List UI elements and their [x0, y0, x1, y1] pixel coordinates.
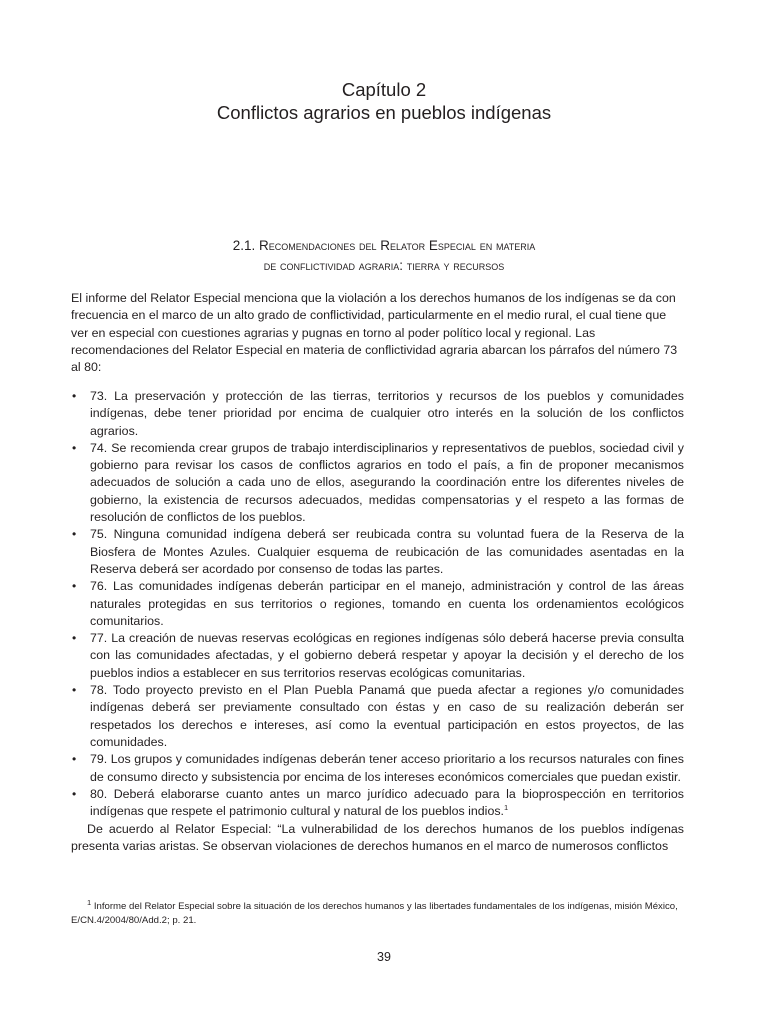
recommendation-text: 73. La preservación y protección de las tierras, territorios y recursos de los pueblos y comunidades indígenas, debe tener prioridad por encima de cualquier otro interés en la solución de los conflictos agrarios.	[90, 389, 684, 438]
list-item	[71, 630, 684, 682]
bullet-icon: •	[72, 579, 77, 594]
bullet-icon: •	[72, 527, 77, 542]
chapter-title: Capítulo 2	[341, 79, 427, 100]
list-item	[71, 786, 684, 821]
bullet-icon: •	[72, 752, 77, 767]
recommendation-text: 78. Todo proyecto previsto en el Plan Puebla Panamá que pueda afectar a regiones y/o comunidades indígenas deberá ser previamente consultado con éstas y en caso de su realización deberán ser respetados los derechos e intereses, así como la eventual participación en estos proyectos, de las comunidades.	[90, 683, 684, 749]
page-number: 39	[377, 950, 391, 964]
recommendation-text: 77. La creación de nuevas reservas ecológicas en regiones indígenas sólo deberá hacerse previa consulta con las comunidades afectadas, y el gobierno deberá respetar y apoyar la decisión y el derecho de los pueblos indios a establecer en sus territorios reservas ecológicas comunitarias.	[90, 631, 684, 680]
bullet-icon: •	[72, 683, 77, 698]
bullet-icon: •	[72, 440, 77, 455]
footnote	[71, 897, 684, 928]
recommendation-text: 80. Deberá elaborarse cuanto antes un marco jurídico adecuado para la bioprospección en territorios indígenas que respete el patrimonio cultural y natural de los pueblos indios.	[90, 786, 684, 819]
list-item	[71, 578, 684, 630]
footnote-text: Informe del Relator Especial sobre la situación de los derechos humanos y las libertades fundamentales de los indígenas, misión México, E/CN.4/2004/80/Add.2; p. 21.	[71, 901, 678, 926]
chapter-heading	[0, 78, 768, 124]
section-heading-line-2: de conflictividad agraria: tierra y recursos	[263, 258, 505, 273]
intro-paragraph: El informe del Relator Especial menciona que la violación a los derechos humanos de los indígenas se da con frecuencia en el marco de un alto grado de conflictividad, particularmente en el medio rural, el cual tiene que ver en especial con cuestiones agrarias y pugnas en torno al poder político local y regional. Las recomendaciones del Relator Especial en materia de conflictividad agraria abarcan los párrafos del número 73 al 80:	[71, 291, 678, 375]
recommendation-text: 76. Las comunidades indígenas deberán participar en el manejo, administración y control de las áreas naturales protegidas en sus territorios o regiones, tomando en cuenta los ordenamientos ecológicos comunitarios.	[90, 579, 684, 628]
footnote-reference[interactable]: 1	[503, 803, 509, 812]
section-heading-line-1: 2.1. Recomendaciones del Relator Especial en materia	[232, 238, 536, 253]
list-item	[71, 751, 684, 786]
recommendations-list	[71, 388, 684, 820]
section-heading	[0, 236, 768, 276]
recommendation-text: 74. Se recomienda crear grupos de trabajo interdisciplinarios y representativos de pueblos, sociedad civil y gobierno para revisar los casos de conflictos agrarios en todo el país, a fin de proponer mecanismos adecuados de solución a cada uno de ellos, asegurando la coordinación entre los diferentes niveles de gobierno, la existencia de recursos adecuados, medidas compensatorias y el respeto a las formas de resolución de conflictos de los pueblos.	[90, 440, 684, 525]
bullet-icon: •	[72, 786, 77, 801]
recommendation-text: 79. Los grupos y comunidades indígenas deberán tener acceso prioritario a los recursos naturales con fines de consumo directo y subsistencia por encima de los intereses económicos comerciales que puedan existir.	[90, 752, 684, 784]
bullet-icon: •	[72, 631, 77, 646]
footnote-marker: 1	[87, 897, 92, 907]
list-item	[71, 682, 684, 751]
list-item	[71, 526, 684, 578]
chapter-subtitle: Conflictos agrarios en pueblos indígenas	[216, 102, 552, 123]
bullet-icon: •	[72, 389, 77, 403]
list-item	[71, 440, 684, 526]
recommendation-text: 75. Ninguna comunidad indígena deberá ser reubicada contra su voluntad fuera de la Reserva de la Biosfera de Montes Azules. Cualquier esquema de reubicación de las comunidades asentadas en la Reserva deberá ser acordado por consenso de todas las partes.	[90, 527, 684, 576]
closing-paragraph: De acuerdo al Relator Especial: “La vulnerabilidad de los derechos humanos de los pueblos indígenas presenta varias aristas. Se observan violaciones de derechos humanos en el marco de numerosos conflictos	[71, 822, 684, 854]
list-item	[71, 388, 684, 440]
